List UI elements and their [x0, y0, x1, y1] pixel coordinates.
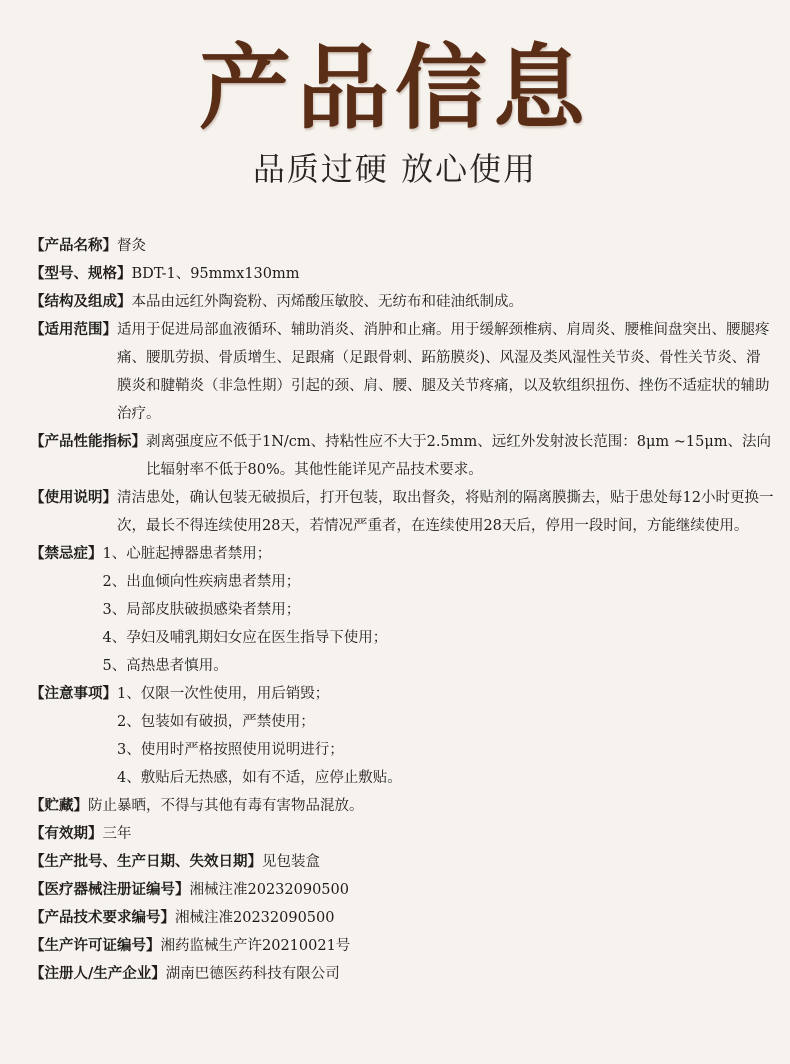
info-label: 【产品技术要求编号】: [30, 909, 175, 926]
list-item: 1、仅限一次性使用，用后销毁；: [117, 686, 330, 702]
info-label: 【产品名称】: [30, 237, 117, 254]
list-item: 2、出血倾向性疾病患者禁用；: [102, 574, 301, 590]
info-label: 【有效期】: [30, 825, 103, 842]
list-item: 2、包装如有破损，严禁使用；: [117, 714, 315, 730]
info-value: 防止暴晒，不得与其他有毒有害物品混放。: [88, 798, 364, 814]
info-label: 【生产批号、生产日期、失效日期】: [30, 853, 262, 870]
info-value: 本品由远红外陶瓷粉、丙烯酸压敏胶、无纺布和硅油纸制成。: [131, 294, 523, 310]
product-info-list: [30, 232, 774, 988]
info-label: 【型号、规格】: [30, 265, 132, 282]
info-list: [103, 540, 775, 680]
info-label: 【注意事项】: [30, 685, 117, 702]
info-value: 见包装盒: [262, 854, 320, 870]
info-label: 【贮藏】: [30, 797, 88, 814]
info-row-model: [30, 260, 774, 288]
info-value: 湘械注准20232090500: [189, 882, 349, 898]
info-value: BDT-1、95mmx130mm: [131, 266, 300, 282]
info-row-scope: [30, 316, 774, 428]
info-row-performance: [30, 428, 774, 484]
info-row-structure: [30, 288, 774, 316]
info-value: 剥离强度应不低于1N/cm、持粘性应不大于2.5mm、远红外发射波长范围：8μm ~15μm、法向比辐射率不低于80%。其他性能详见产品技术要求。: [146, 434, 772, 478]
info-label: 【适用范围】: [30, 321, 117, 338]
page-title: 产品信息: [198, 34, 591, 142]
info-row-validity: [30, 820, 774, 848]
info-list: [117, 680, 774, 792]
info-row-tech-requirement: [30, 904, 774, 932]
info-label: 【结构及组成】: [30, 293, 132, 310]
info-value: 适用于促进局部血液循环、辅助消炎、消肿和止痛。用于缓解颈椎病、肩周炎、腰椎间盘突出、腰腿疼痛、腰肌劳损、骨质增生、足跟痛（足跟骨刺、跖筋膜炎)、风湿及类风湿性关节炎、骨性关节炎、滑膜炎和腱鞘炎（非急性期）引起的颈、肩、腰、腿及关节疼痛，以及软组织扭伤、挫伤不适症状的辅助治疗。: [117, 322, 770, 422]
list-item: 4、敷贴后无热感，如有不适，应停止敷贴。: [117, 770, 402, 786]
info-row-registration: [30, 876, 774, 904]
info-row-precautions: [30, 680, 774, 792]
info-row-contraindications: [30, 540, 774, 680]
info-label: 【生产许可证编号】: [30, 937, 161, 954]
list-item: 3、使用时严格按照使用说明进行；: [117, 742, 344, 758]
info-label: 【注册人/生产企业】: [30, 965, 166, 982]
info-row-production-license: [30, 932, 774, 960]
info-label: 【禁忌症】: [30, 545, 103, 562]
list-item: 4、孕妇及哺乳期妇女应在医生指导下使用；: [102, 630, 388, 646]
info-value: 湖南巴德医药科技有限公司: [165, 966, 340, 982]
info-value: 督灸: [117, 238, 146, 254]
info-value: 湘械注准20232090500: [175, 910, 335, 926]
info-row-manufacturer: [30, 960, 774, 988]
info-row-storage: [30, 792, 774, 820]
info-value: 三年: [102, 826, 132, 842]
list-item: 1、心脏起搏器患者禁用；: [102, 546, 272, 562]
info-label: 【医疗器械注册证编号】: [30, 881, 190, 898]
list-item: 3、局部皮肤破损感染者禁用；: [102, 602, 301, 618]
info-row-batch: [30, 848, 774, 876]
info-label: 【使用说明】: [30, 489, 117, 506]
info-row-product-name: [30, 232, 774, 260]
page-subtitle: 品质过硬 放心使用: [252, 150, 538, 188]
info-row-usage: [30, 484, 774, 540]
info-value: 湘药监械生产许20210021号: [160, 938, 351, 954]
info-value: 清洁患处，确认包装无破损后，打开包装，取出督灸，将贴剂的隔离膜撕去，贴于患处每12小时更换一次，最长不得连续使用28天，若情况严重者，在连续使用28天后，停用一段时间，方能继续使用。: [117, 490, 774, 534]
info-label: 【产品性能指标】: [30, 433, 146, 450]
list-item: 5、高热患者慎用。: [102, 658, 228, 674]
